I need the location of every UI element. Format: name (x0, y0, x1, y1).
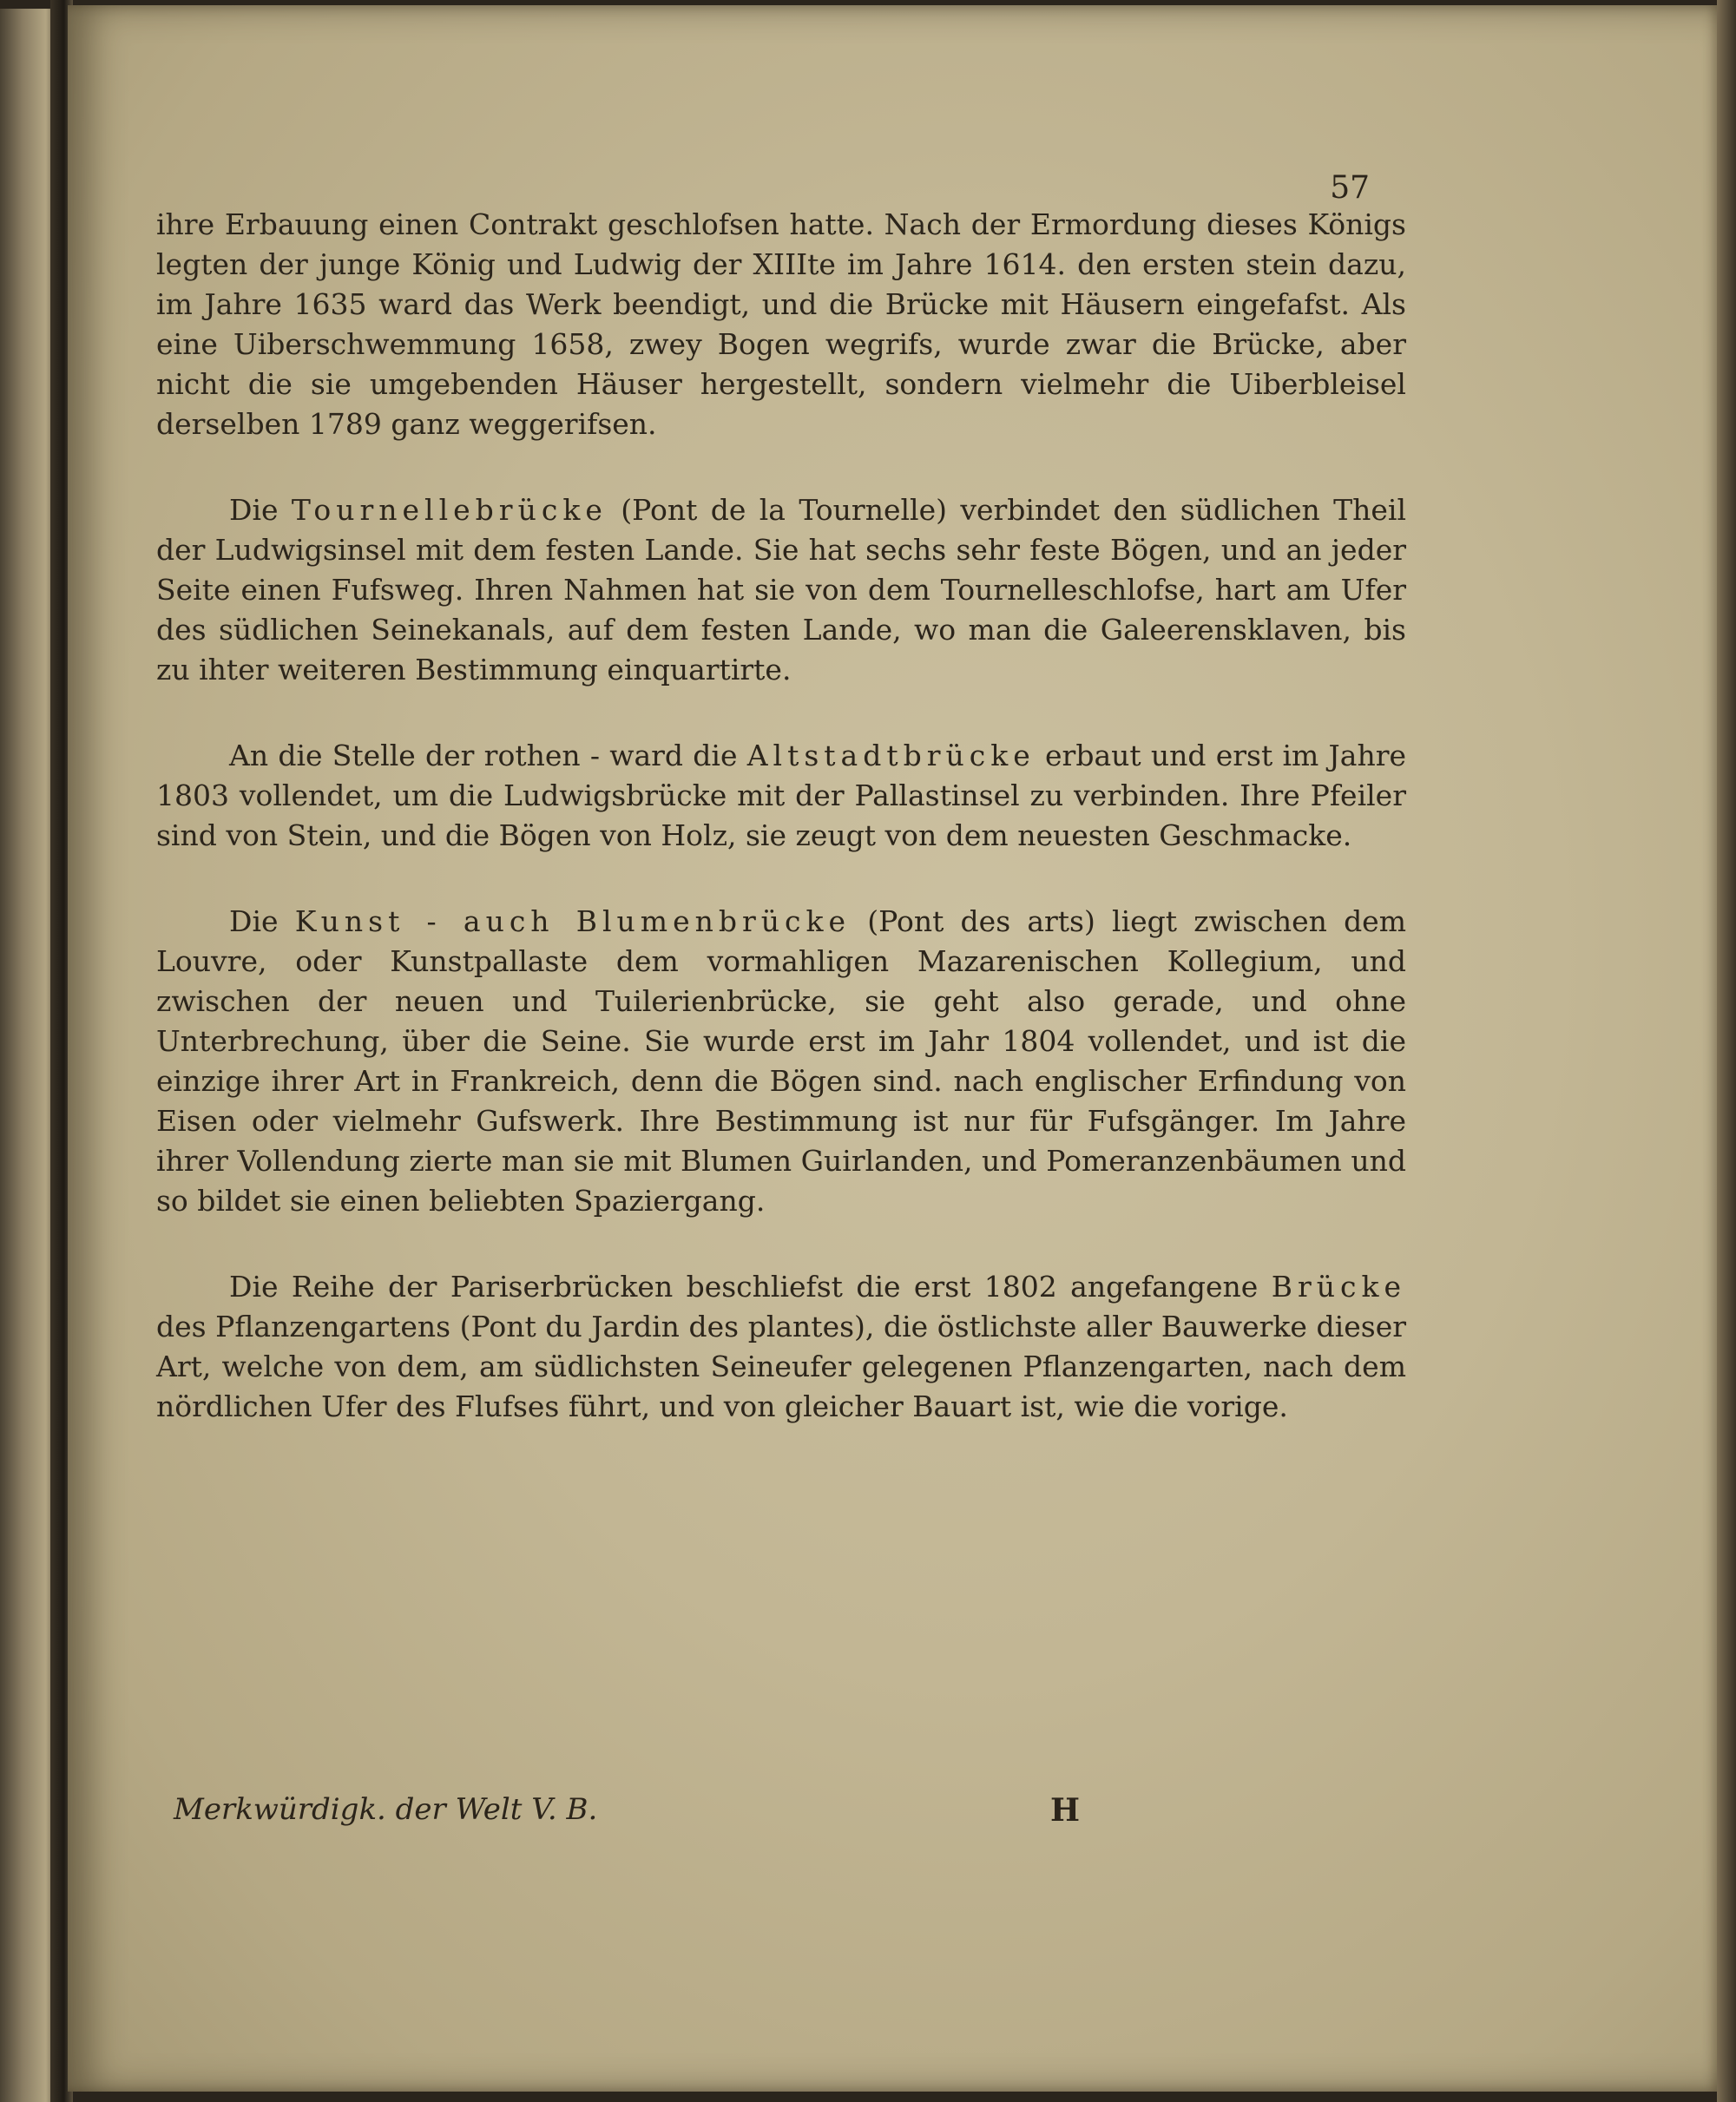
paragraph-text: erbaut und erst im Jahre 1803 vollendet, um die Ludwigsbrücke mit der Pallastinsel zu verbinden. Ihre Pfeiler sind von Stein, und die Bögen von Holz, sie zeugt von dem neuesten Geschmacke. (156, 739, 1406, 852)
paragraph-pflanzengarten-bridge (156, 1267, 1406, 1427)
previous-page-edge (0, 9, 57, 2102)
paragraph-text: (Pont des arts) liegt zwischen dem Louvre, oder Kunstpallaste dem vormahligen Mazarenischen Kollegium, und zwischen der neuen und Tuilerienbrücke, sie geht also gerade, und ohne Unterbrechung, über die Seine. Sie wurde erst im Jahr 1804 vollendet, und ist die einzige ihrer Art in Frankreich, denn die Bögen sind. nach englischer Erfindung von Eisen oder vielmehr Gufswerk. Ihre Bestimmung ist nur für Fufsgänger. Im Jahre ihrer Vollendung zierte man sie mit Blumen Guirlanden, und Pomeranzenbäumen und so bildet sie einen beliebten Spaziergang. (156, 904, 1407, 1218)
paragraph-text: (Pont de la Tournelle) verbindet den südlichen Theil der Ludwigsinsel mit dem festen Lande. Sie hat sechs sehr feste Bögen, und an jeder Seite einen Fufsweg. Ihren Nahmen hat sie von dem Tournelleschlofse, hart am Ufer des südlichen Seinekanals, auf dem festen Lande, wo man die Galeerensklaven, bis zu ihter weiteren Bestimmung einquartirte. (156, 493, 1407, 686)
bridge-name-kunst: Kunst - auch Blumenbrücke (294, 904, 852, 938)
body-text (156, 205, 1406, 1427)
bridge-name-pflanzengarten: Brücke (1271, 1270, 1406, 1304)
page-number: 57 (1330, 170, 1370, 206)
paragraph-text: Die (229, 493, 292, 527)
paragraph-text: ihre Erbauung einen Contrakt geschlofsen hatte. Nach der Ermordung dieses Königs legten der junge König und Ludwig der XIIIte im Jahre 1614. den ersten stein dazu, im Jahre 1635 ward das Werk beendigt, und die Brücke mit Häusern eingefafst. Als eine Uiberschwemmung 1658, zwey Bogen wegrifs, wurde zwar die Brücke, aber nicht die sie umgebenden Häuser hergestellt, sondern vielmehr die Uiberbleisel derselben 1789 ganz weggerifsen. (156, 207, 1406, 441)
paragraph-altstadt-bridge (156, 736, 1406, 856)
paragraph-bridge-history (156, 205, 1406, 444)
gathering-mark: H (1050, 1792, 1081, 1829)
page-right-edge (1717, 0, 1736, 2102)
paragraph-kunst-bridge (156, 902, 1406, 1221)
signature-line: Merkwürdigk. der Welt V. B. (174, 1792, 598, 1827)
paragraph-text: Die (229, 904, 295, 938)
paragraph-tournelle-bridge (156, 490, 1406, 690)
bridge-name-tournelle: Tournellebrücke (291, 493, 608, 527)
paragraph-text: Die Reihe der Pariserbrücken beschliefst die erst 1802 angefangene (229, 1270, 1272, 1304)
bridge-name-altstadt: Altstadtbrücke (746, 739, 1036, 772)
paragraph-text: An die Stelle der rothen - ward die (229, 739, 747, 772)
paragraph-text: des Pflanzengartens (Pont du Jardin des plantes), die östlichste aller Bauwerke dieser Art, welche von dem, am südlichsten Seineufer gelegenen Pflanzengarten, nach dem nördlichen Ufer des Flufses führt, und von gleicher Bauart ist, wie die vorige. (156, 1310, 1406, 1423)
